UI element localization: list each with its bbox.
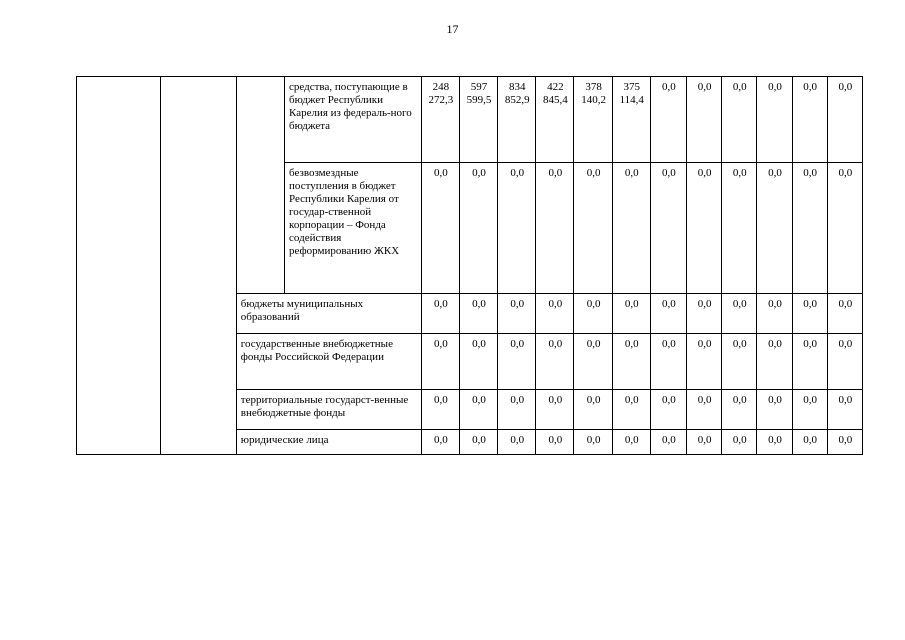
- value-cell: 0,0: [827, 430, 862, 455]
- value-cell: 0,0: [536, 334, 574, 390]
- value-cell: 0,0: [687, 294, 722, 334]
- value-cell: 0,0: [574, 294, 612, 334]
- value-cell: 0,0: [498, 390, 536, 430]
- blank-cell-col1: [77, 77, 161, 455]
- value-cell: 422 845,4: [536, 77, 574, 163]
- value-cell: 0,0: [792, 77, 827, 163]
- value-cell: 0,0: [722, 334, 757, 390]
- value-cell: 0,0: [757, 294, 792, 334]
- value-cell: 0,0: [827, 390, 862, 430]
- value-cell: 0,0: [612, 334, 650, 390]
- value-cell: 0,0: [687, 334, 722, 390]
- value-cell: 0,0: [722, 77, 757, 163]
- value-cell: 0,0: [574, 390, 612, 430]
- row-label: бюджеты муниципальных образований: [236, 294, 421, 334]
- value-cell: 0,0: [757, 390, 792, 430]
- value-cell: 0,0: [687, 430, 722, 455]
- value-cell: 0,0: [421, 430, 459, 455]
- value-cell: 0,0: [827, 334, 862, 390]
- value-cell: 0,0: [612, 294, 650, 334]
- row-label: государственные внебюджетные фонды Российской Федерации: [236, 334, 421, 390]
- value-cell: 0,0: [650, 294, 686, 334]
- value-cell: 0,0: [498, 294, 536, 334]
- value-cell: 0,0: [650, 163, 686, 294]
- value-cell: 0,0: [498, 430, 536, 455]
- page-number: 17: [446, 22, 459, 36]
- value-cell: 0,0: [827, 163, 862, 294]
- row-label: территориальные государст-венные внебюджетные фонды: [236, 390, 421, 430]
- value-cell: 0,0: [792, 430, 827, 455]
- value-cell: 0,0: [612, 163, 650, 294]
- value-cell: 378 140,2: [574, 77, 612, 163]
- value-cell: 0,0: [757, 430, 792, 455]
- value-cell: 0,0: [574, 334, 612, 390]
- value-cell: 375 114,4: [612, 77, 650, 163]
- value-cell: 0,0: [722, 430, 757, 455]
- value-cell: 0,0: [827, 294, 862, 334]
- value-cell: 0,0: [722, 163, 757, 294]
- value-cell: 0,0: [650, 77, 686, 163]
- value-cell: 0,0: [757, 163, 792, 294]
- value-cell: 0,0: [536, 294, 574, 334]
- value-cell: 0,0: [498, 163, 536, 294]
- value-cell: 0,0: [459, 294, 497, 334]
- value-cell: 0,0: [421, 294, 459, 334]
- row-label: безвозмездные поступления в бюджет Республики Карелия от государ-ственной корпорации – Фонда содействия реформированию ЖКХ: [285, 163, 422, 294]
- value-cell: 0,0: [687, 163, 722, 294]
- value-cell: 0,0: [687, 390, 722, 430]
- value-cell: 0,0: [536, 390, 574, 430]
- value-cell: 597 599,5: [459, 77, 497, 163]
- value-cell: 0,0: [459, 390, 497, 430]
- value-cell: 0,0: [722, 294, 757, 334]
- table-row: [77, 77, 863, 163]
- value-cell: 0,0: [650, 390, 686, 430]
- value-cell: 0,0: [459, 163, 497, 294]
- value-cell: 0,0: [536, 163, 574, 294]
- value-cell: 0,0: [421, 163, 459, 294]
- value-cell: 248 272,3: [421, 77, 459, 163]
- blank-cell-col3: [236, 77, 284, 294]
- value-cell: 0,0: [612, 390, 650, 430]
- value-cell: 0,0: [421, 390, 459, 430]
- value-cell: 0,0: [757, 334, 792, 390]
- row-label: юридические лица: [236, 430, 421, 455]
- value-cell: 0,0: [574, 163, 612, 294]
- value-cell: 0,0: [421, 334, 459, 390]
- value-cell: 0,0: [459, 334, 497, 390]
- budget-table: [76, 76, 863, 455]
- value-cell: 0,0: [722, 390, 757, 430]
- value-cell: 0,0: [792, 294, 827, 334]
- value-cell: 0,0: [687, 77, 722, 163]
- value-cell: 0,0: [574, 430, 612, 455]
- blank-cell-col2: [161, 77, 236, 455]
- value-cell: 0,0: [792, 163, 827, 294]
- row-label: средства, поступающие в бюджет Республики Карелия из федераль-ного бюджета: [285, 77, 422, 163]
- value-cell: 834 852,9: [498, 77, 536, 163]
- value-cell: 0,0: [792, 334, 827, 390]
- value-cell: 0,0: [650, 334, 686, 390]
- value-cell: 0,0: [498, 334, 536, 390]
- value-cell: 0,0: [827, 77, 862, 163]
- value-cell: 0,0: [650, 430, 686, 455]
- value-cell: 0,0: [612, 430, 650, 455]
- value-cell: 0,0: [792, 390, 827, 430]
- value-cell: 0,0: [536, 430, 574, 455]
- value-cell: 0,0: [459, 430, 497, 455]
- value-cell: 0,0: [757, 77, 792, 163]
